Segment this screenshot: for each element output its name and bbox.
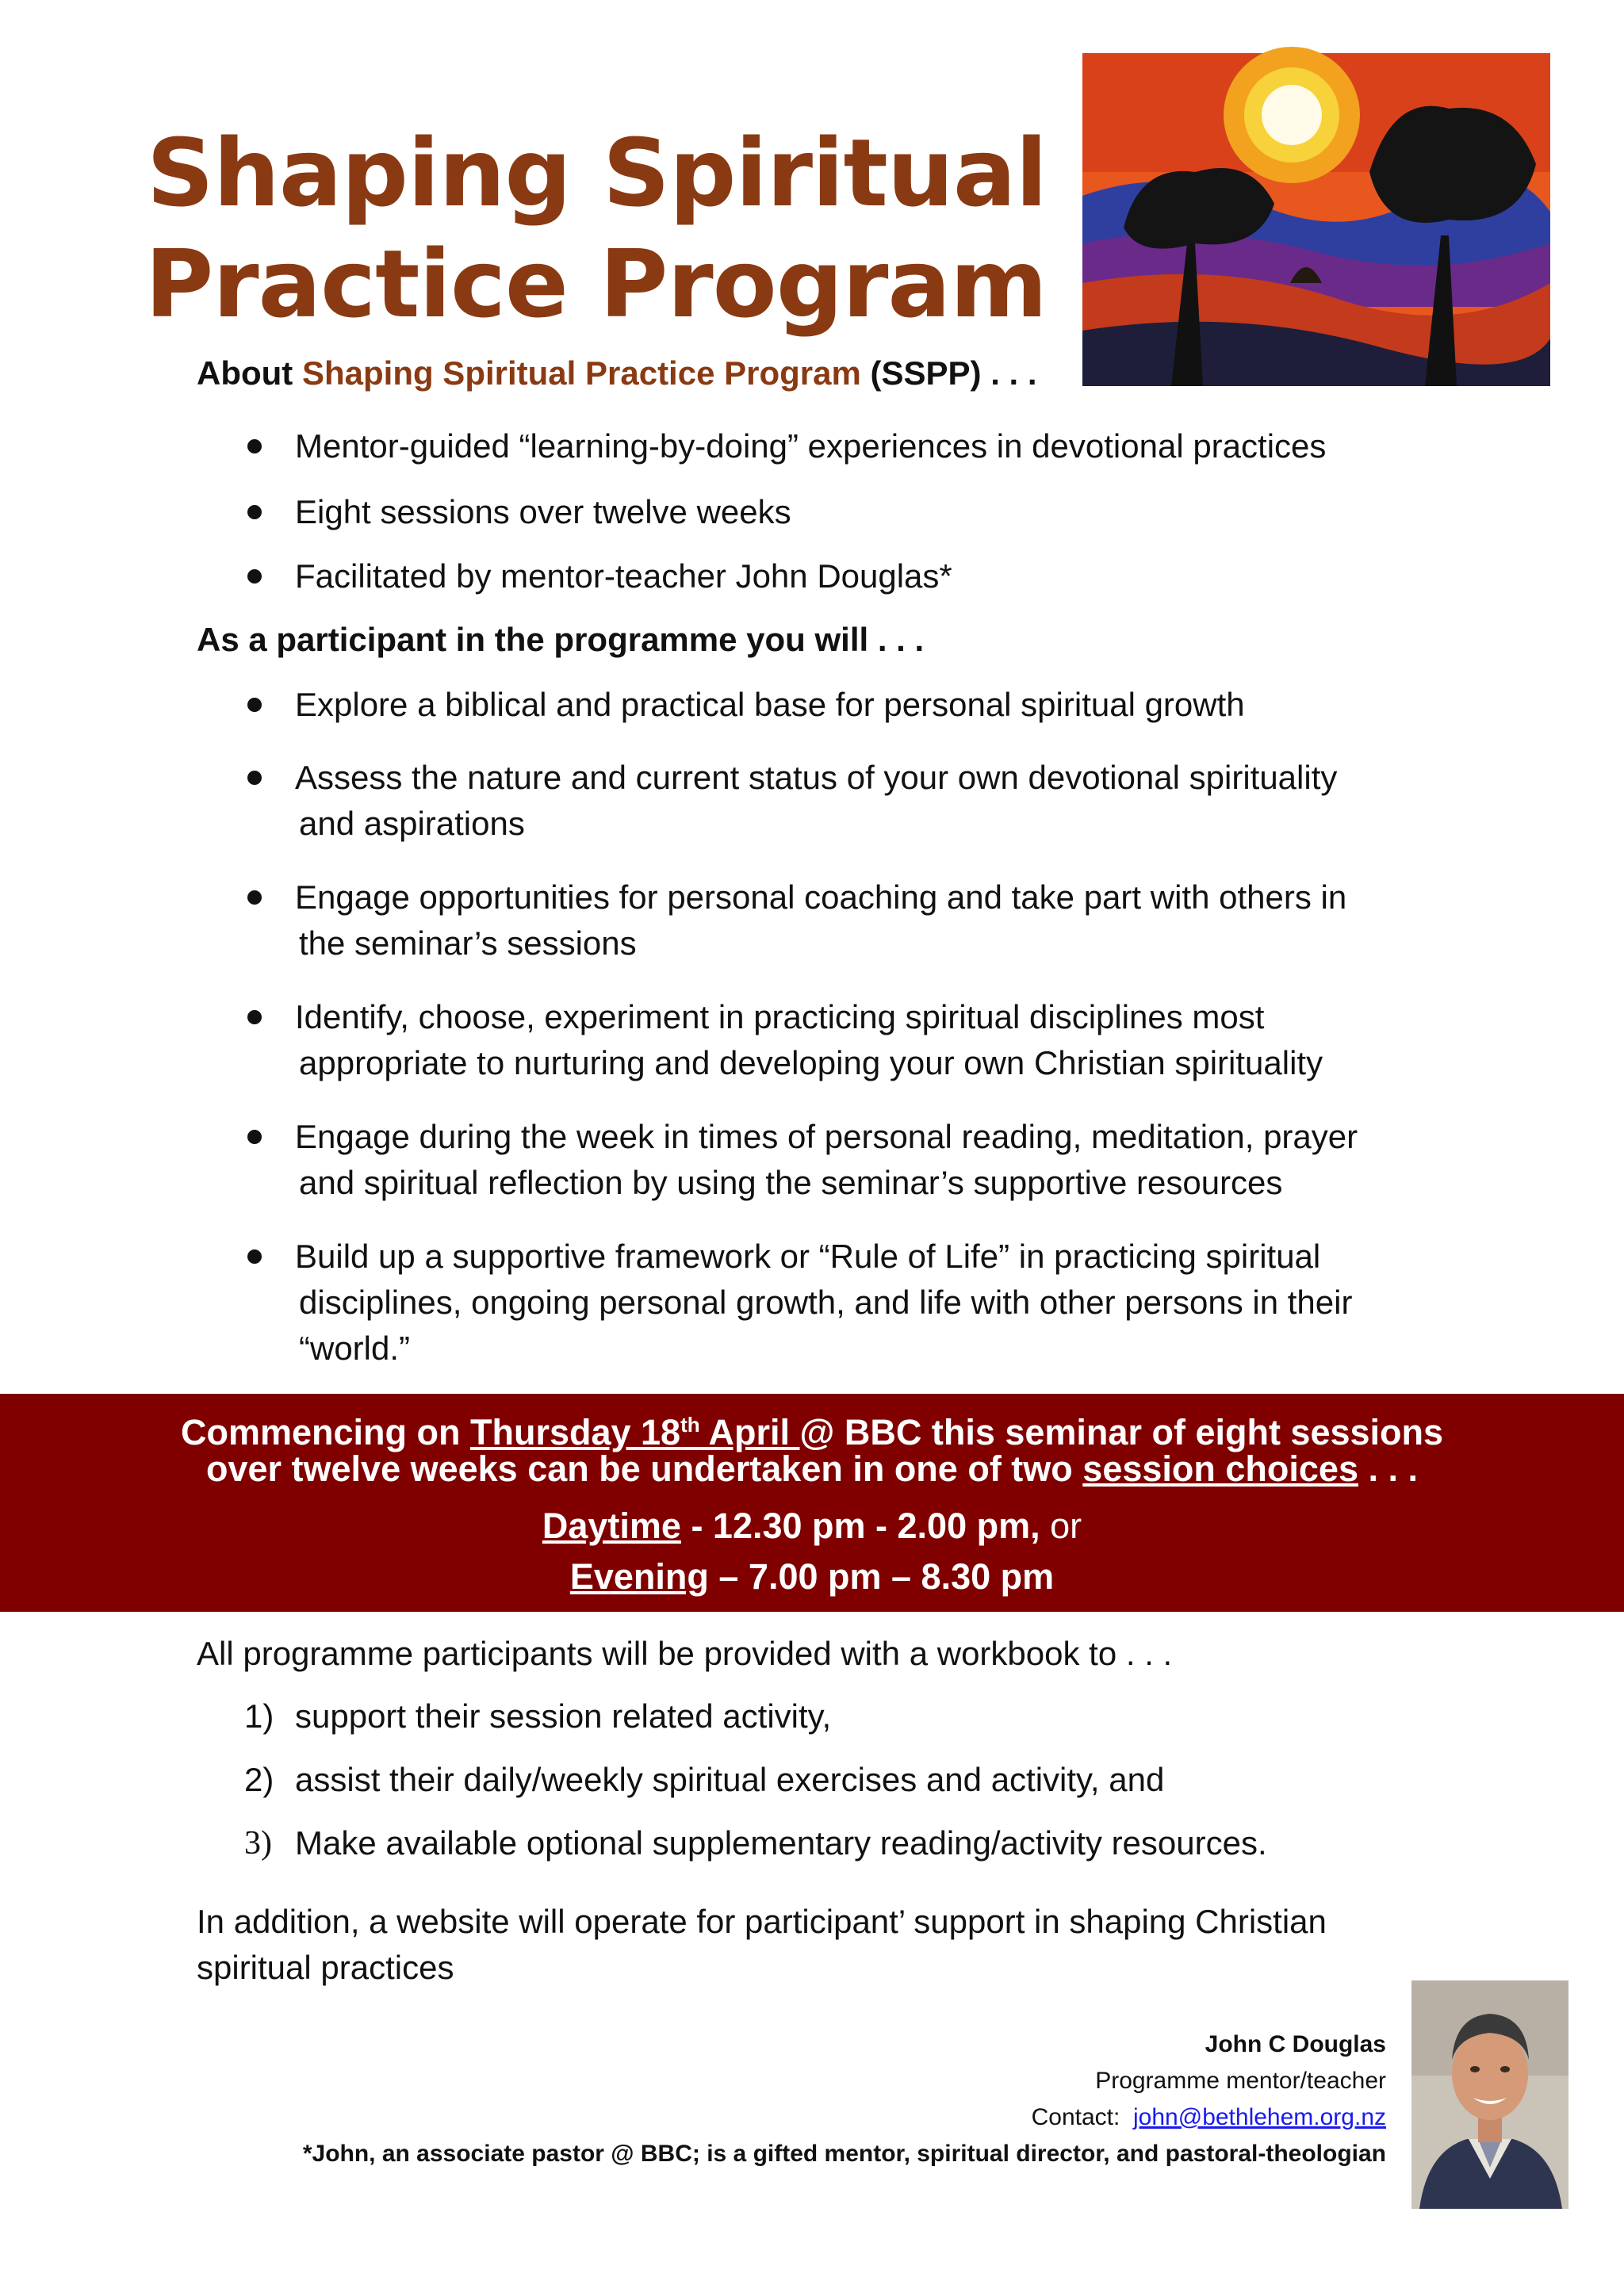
bullet-icon (247, 1249, 262, 1264)
about-bullet-3: Facilitated by mentor-teacher John Douglas* (295, 557, 952, 595)
contact-label: Contact: (1031, 2104, 1120, 2130)
website-line-2: spiritual practices (197, 1949, 454, 1986)
workbook-item-2: assist their daily/weekly spiritual exercises and activity, and (295, 1761, 1165, 1798)
website-line-1: In addition, a website will operate for participant’ support in shaping Christian (197, 1903, 1327, 1940)
banner-ellipsis: . . . (1368, 1448, 1419, 1489)
banner-line-2 (0, 1448, 1624, 1490)
banner-line-1 (0, 1403, 1624, 1454)
banner-date-day: Thursday 18 (469, 1412, 681, 1452)
participant-bullet-4-cont: appropriate to nurturing and developing your own Christian spirituality (299, 1044, 1323, 1081)
about-line (197, 350, 1037, 396)
signature-name: John C Douglas (1205, 2031, 1386, 2057)
participant-bullet-2: Assess the nature and current status of your own devotional spirituality (295, 759, 1338, 796)
banner-evening (0, 1554, 1624, 1600)
signature-footnote: *John, an associate pastor @ BBC; is a gifted mentor, spiritual director, and pastoral-theologian (302, 2141, 1386, 2167)
banner-evening-label: Evening (569, 1556, 709, 1597)
banner-session-choices: session choices (1082, 1448, 1358, 1489)
sunset-painting-image (1076, 45, 1557, 397)
workbook-item-1-number: 1) (244, 1697, 274, 1735)
workbook-item-3: Make available optional supplementary reading/activity resources. (295, 1824, 1267, 1862)
signature-role: Programme mentor/teacher (1095, 2068, 1386, 2094)
banner-date-month: April (699, 1412, 800, 1452)
bullet-icon (247, 771, 262, 785)
contact-email-link[interactable]: john@bethlehem.org.nz (1133, 2104, 1386, 2130)
banner-commencing: Commencing on (180, 1412, 461, 1452)
bullet-icon (247, 439, 262, 453)
workbook-item-1: support their session related activity, (295, 1697, 832, 1735)
page-title-line-1: Shaping Spiritual (146, 118, 1047, 228)
bullet-icon (247, 505, 262, 519)
banner-date (470, 1412, 800, 1452)
participant-bullet-6: Build up a supportive framework or “Rule of Life” in practicing spiritual (295, 1238, 1321, 1275)
page-title-line-2: Practice Program (144, 229, 1047, 339)
banner-daytime-label: Daytime (542, 1506, 681, 1546)
bullet-icon (247, 890, 262, 905)
participant-bullet-6-cont-2: “world.” (299, 1330, 411, 1367)
banner-daytime-time: - 12.30 pm - 2.00 pm, (691, 1506, 1040, 1546)
bullet-icon (247, 1130, 262, 1144)
banner-or: or (1050, 1506, 1082, 1546)
about-prefix: About (197, 354, 293, 392)
bullet-icon (247, 698, 262, 712)
bullet-icon (247, 569, 262, 584)
participant-bullet-5: Engage during the week in times of personal reading, meditation, prayer (295, 1118, 1358, 1155)
participant-bullet-2-cont: and aspirations (299, 805, 525, 842)
participant-bullet-1: Explore a biblical and practical base for personal spiritual growth (295, 686, 1245, 723)
participant-bullet-6-cont: disciplines, ongoing personal growth, and life with other persons in their (299, 1284, 1353, 1321)
participant-bullet-4: Identify, choose, experiment in practicing spiritual disciplines most (295, 998, 1265, 1035)
banner-at-bbc: @ BBC this seminar of eight sessions (799, 1412, 1444, 1452)
banner-line-2-text: over twelve weeks can be undertaken in one of two (205, 1448, 1073, 1489)
participant-bullet-3-cont: the seminar’s sessions (299, 924, 637, 962)
workbook-item-2-number: 2) (244, 1761, 274, 1798)
about-suffix: (SSPP) . . . (870, 354, 1037, 392)
about-bullet-1: Mentor-guided “learning-by-doing” experiences in devotional practices (295, 427, 1327, 465)
john-douglas-portrait-photo (1411, 1980, 1568, 2209)
about-bullet-2: Eight sessions over twelve weeks (295, 493, 791, 530)
participant-bullet-5-cont: and spiritual reflection by using the seminar’s supportive resources (299, 1164, 1283, 1201)
about-program-name: Shaping Spiritual Practice Program (301, 354, 861, 392)
bullet-icon (247, 1010, 262, 1024)
banner-date-suffix: th (680, 1413, 700, 1437)
banner-evening-time: – 7.00 pm – 8.30 pm (718, 1556, 1055, 1597)
signature-contact (1032, 2099, 1386, 2136)
participant-bullet-3: Engage opportunities for personal coaching and take part with others in (295, 878, 1347, 916)
workbook-intro: All programme participants will be provided with a workbook to . . . (197, 1635, 1173, 1672)
participant-heading: As a participant in the programme you will . . . (197, 621, 925, 658)
workbook-item-3-number: 3) (244, 1825, 272, 1862)
banner-daytime (0, 1503, 1624, 1549)
session-banner (0, 1394, 1624, 1612)
